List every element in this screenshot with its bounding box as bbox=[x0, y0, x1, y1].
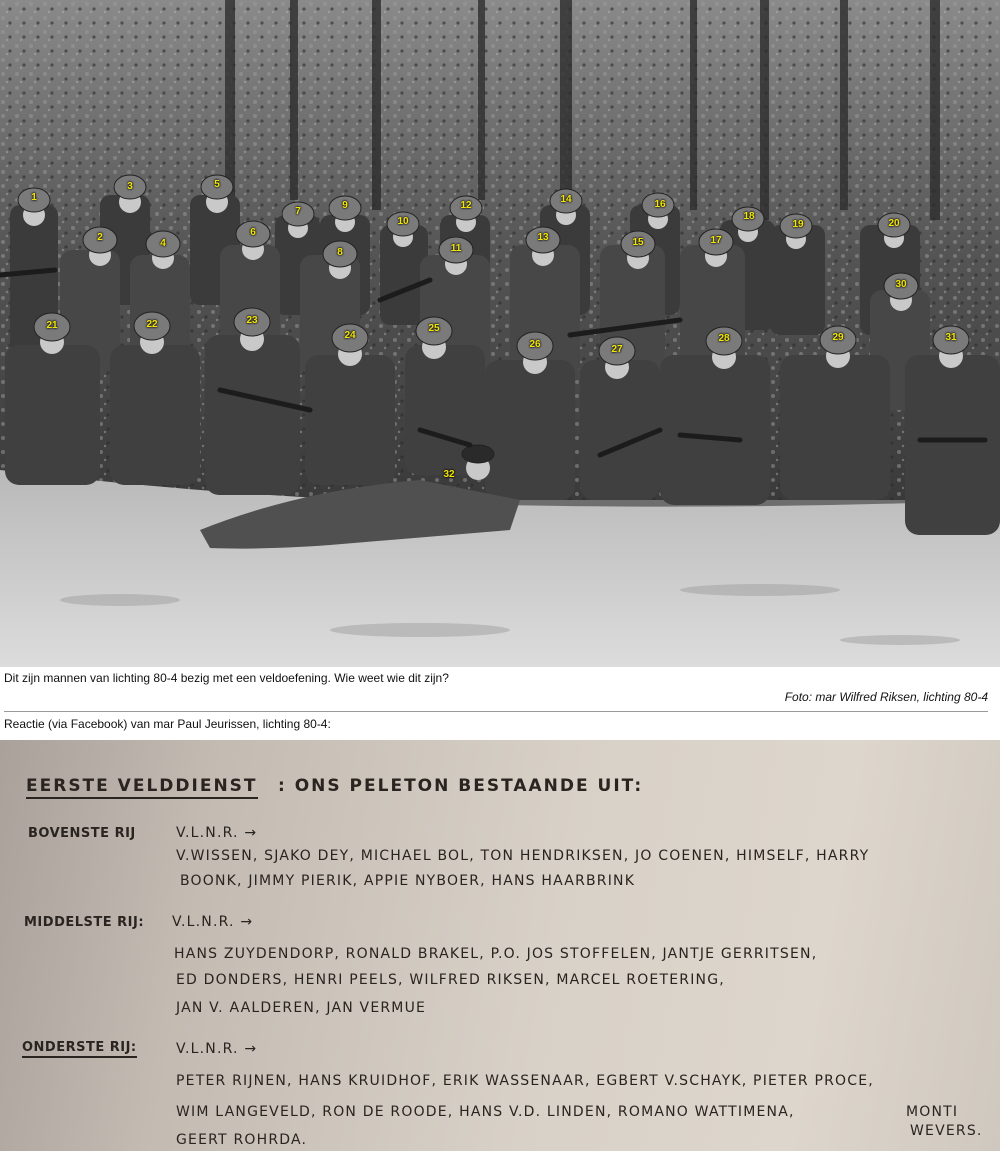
marker-17: 17 bbox=[710, 235, 722, 246]
reaction-text: Reactie (via Facebook) van mar Paul Jeurissen, lichting 80-4: bbox=[4, 717, 331, 731]
marker-29: 29 bbox=[832, 332, 844, 343]
top-row-label: BOVENSTE RIJ bbox=[28, 826, 136, 841]
marker-22: 22 bbox=[146, 319, 158, 330]
marker-20: 20 bbox=[888, 218, 900, 229]
bottom-row-line2-extra: MONTI bbox=[906, 1104, 959, 1120]
divider bbox=[4, 711, 988, 712]
note-heading-sub: : ONS PELETON BESTAANDE UIT: bbox=[278, 776, 644, 796]
bottom-row-line1: PETER RIJNEN, HANS KRUIDHOF, ERIK WASSENAAR, EGBERT V.SCHAYK, PIETER PROCE, bbox=[176, 1073, 874, 1089]
marker-24: 24 bbox=[344, 330, 356, 341]
bottom-row-line3: GEERT ROHRDA. bbox=[176, 1132, 308, 1148]
top-row-line1: V.WISSEN, SJAKO DEY, MICHAEL BOL, TON HENDRIKSEN, JO COENEN, HIMSELF, HARRY bbox=[176, 848, 870, 864]
bottom-row-line2: WIM LANGEVELD, RON DE ROODE, HANS V.D. LINDEN, ROMANO WATTIMENA, bbox=[176, 1104, 795, 1120]
marker-4: 4 bbox=[160, 238, 166, 249]
middle-row-label: MIDDELSTE RIJ: bbox=[24, 915, 145, 930]
marker-14: 14 bbox=[560, 194, 572, 205]
marker-25: 25 bbox=[428, 323, 440, 334]
marker-2: 2 bbox=[97, 232, 103, 243]
bottom-row-line3-extra: WEVERS. bbox=[910, 1123, 983, 1139]
marker-15: 15 bbox=[632, 237, 644, 248]
marker-28: 28 bbox=[718, 333, 730, 344]
marker-16: 16 bbox=[654, 199, 666, 210]
top-row-line2: BOONK, JIMMY PIERIK, APPIE NYBOER, HANS HAARBRINK bbox=[180, 873, 636, 889]
marker-30: 30 bbox=[895, 279, 907, 290]
marker-32: 32 bbox=[443, 469, 455, 480]
marker-23: 23 bbox=[246, 315, 258, 326]
bottom-row-direction: V.L.N.R. → bbox=[176, 1041, 258, 1057]
handwritten-note bbox=[0, 740, 1000, 1151]
marker-1: 1 bbox=[31, 192, 37, 203]
middle-row-line2: ED DONDERS, HENRI PEELS, WILFRED RIKSEN, MARCEL ROETERING, bbox=[176, 972, 725, 988]
marker-5: 5 bbox=[214, 179, 220, 190]
marker-7: 7 bbox=[295, 206, 301, 217]
middle-row-line3: JAN V. AALDEREN, JAN VERMUE bbox=[176, 1000, 427, 1016]
marker-11: 11 bbox=[450, 243, 462, 254]
marker-3: 3 bbox=[127, 181, 133, 192]
marker-26: 26 bbox=[529, 339, 541, 350]
marker-31: 31 bbox=[945, 332, 957, 343]
marker-13: 13 bbox=[537, 232, 549, 243]
photo-credit: Foto: mar Wilfred Riksen, lichting 80-4 bbox=[784, 690, 988, 704]
middle-row-direction: V.L.N.R. → bbox=[172, 914, 254, 930]
marker-12: 12 bbox=[460, 200, 472, 211]
marker-10: 10 bbox=[397, 216, 409, 227]
bottom-row-label: ONDERSTE RIJ: bbox=[22, 1040, 137, 1058]
marker-27: 27 bbox=[611, 344, 623, 355]
photo-caption: Dit zijn mannen van lichting 80-4 bezig met een veldoefening. Wie weet wie dit zijn? bbox=[4, 671, 449, 685]
top-row-direction: V.L.N.R. → bbox=[176, 825, 258, 841]
marker-18: 18 bbox=[743, 211, 755, 222]
marker-19: 19 bbox=[792, 219, 804, 230]
note-heading: EERSTE VELDDIENST bbox=[26, 776, 258, 799]
marker-6: 6 bbox=[250, 227, 256, 238]
marker-21: 21 bbox=[46, 320, 58, 331]
middle-row-line1: HANS ZUYDENDORP, RONALD BRAKEL, P.O. JOS STOFFELEN, JANTJE GERRITSEN, bbox=[174, 946, 818, 962]
marker-9: 9 bbox=[342, 200, 348, 211]
marker-8: 8 bbox=[337, 247, 343, 258]
